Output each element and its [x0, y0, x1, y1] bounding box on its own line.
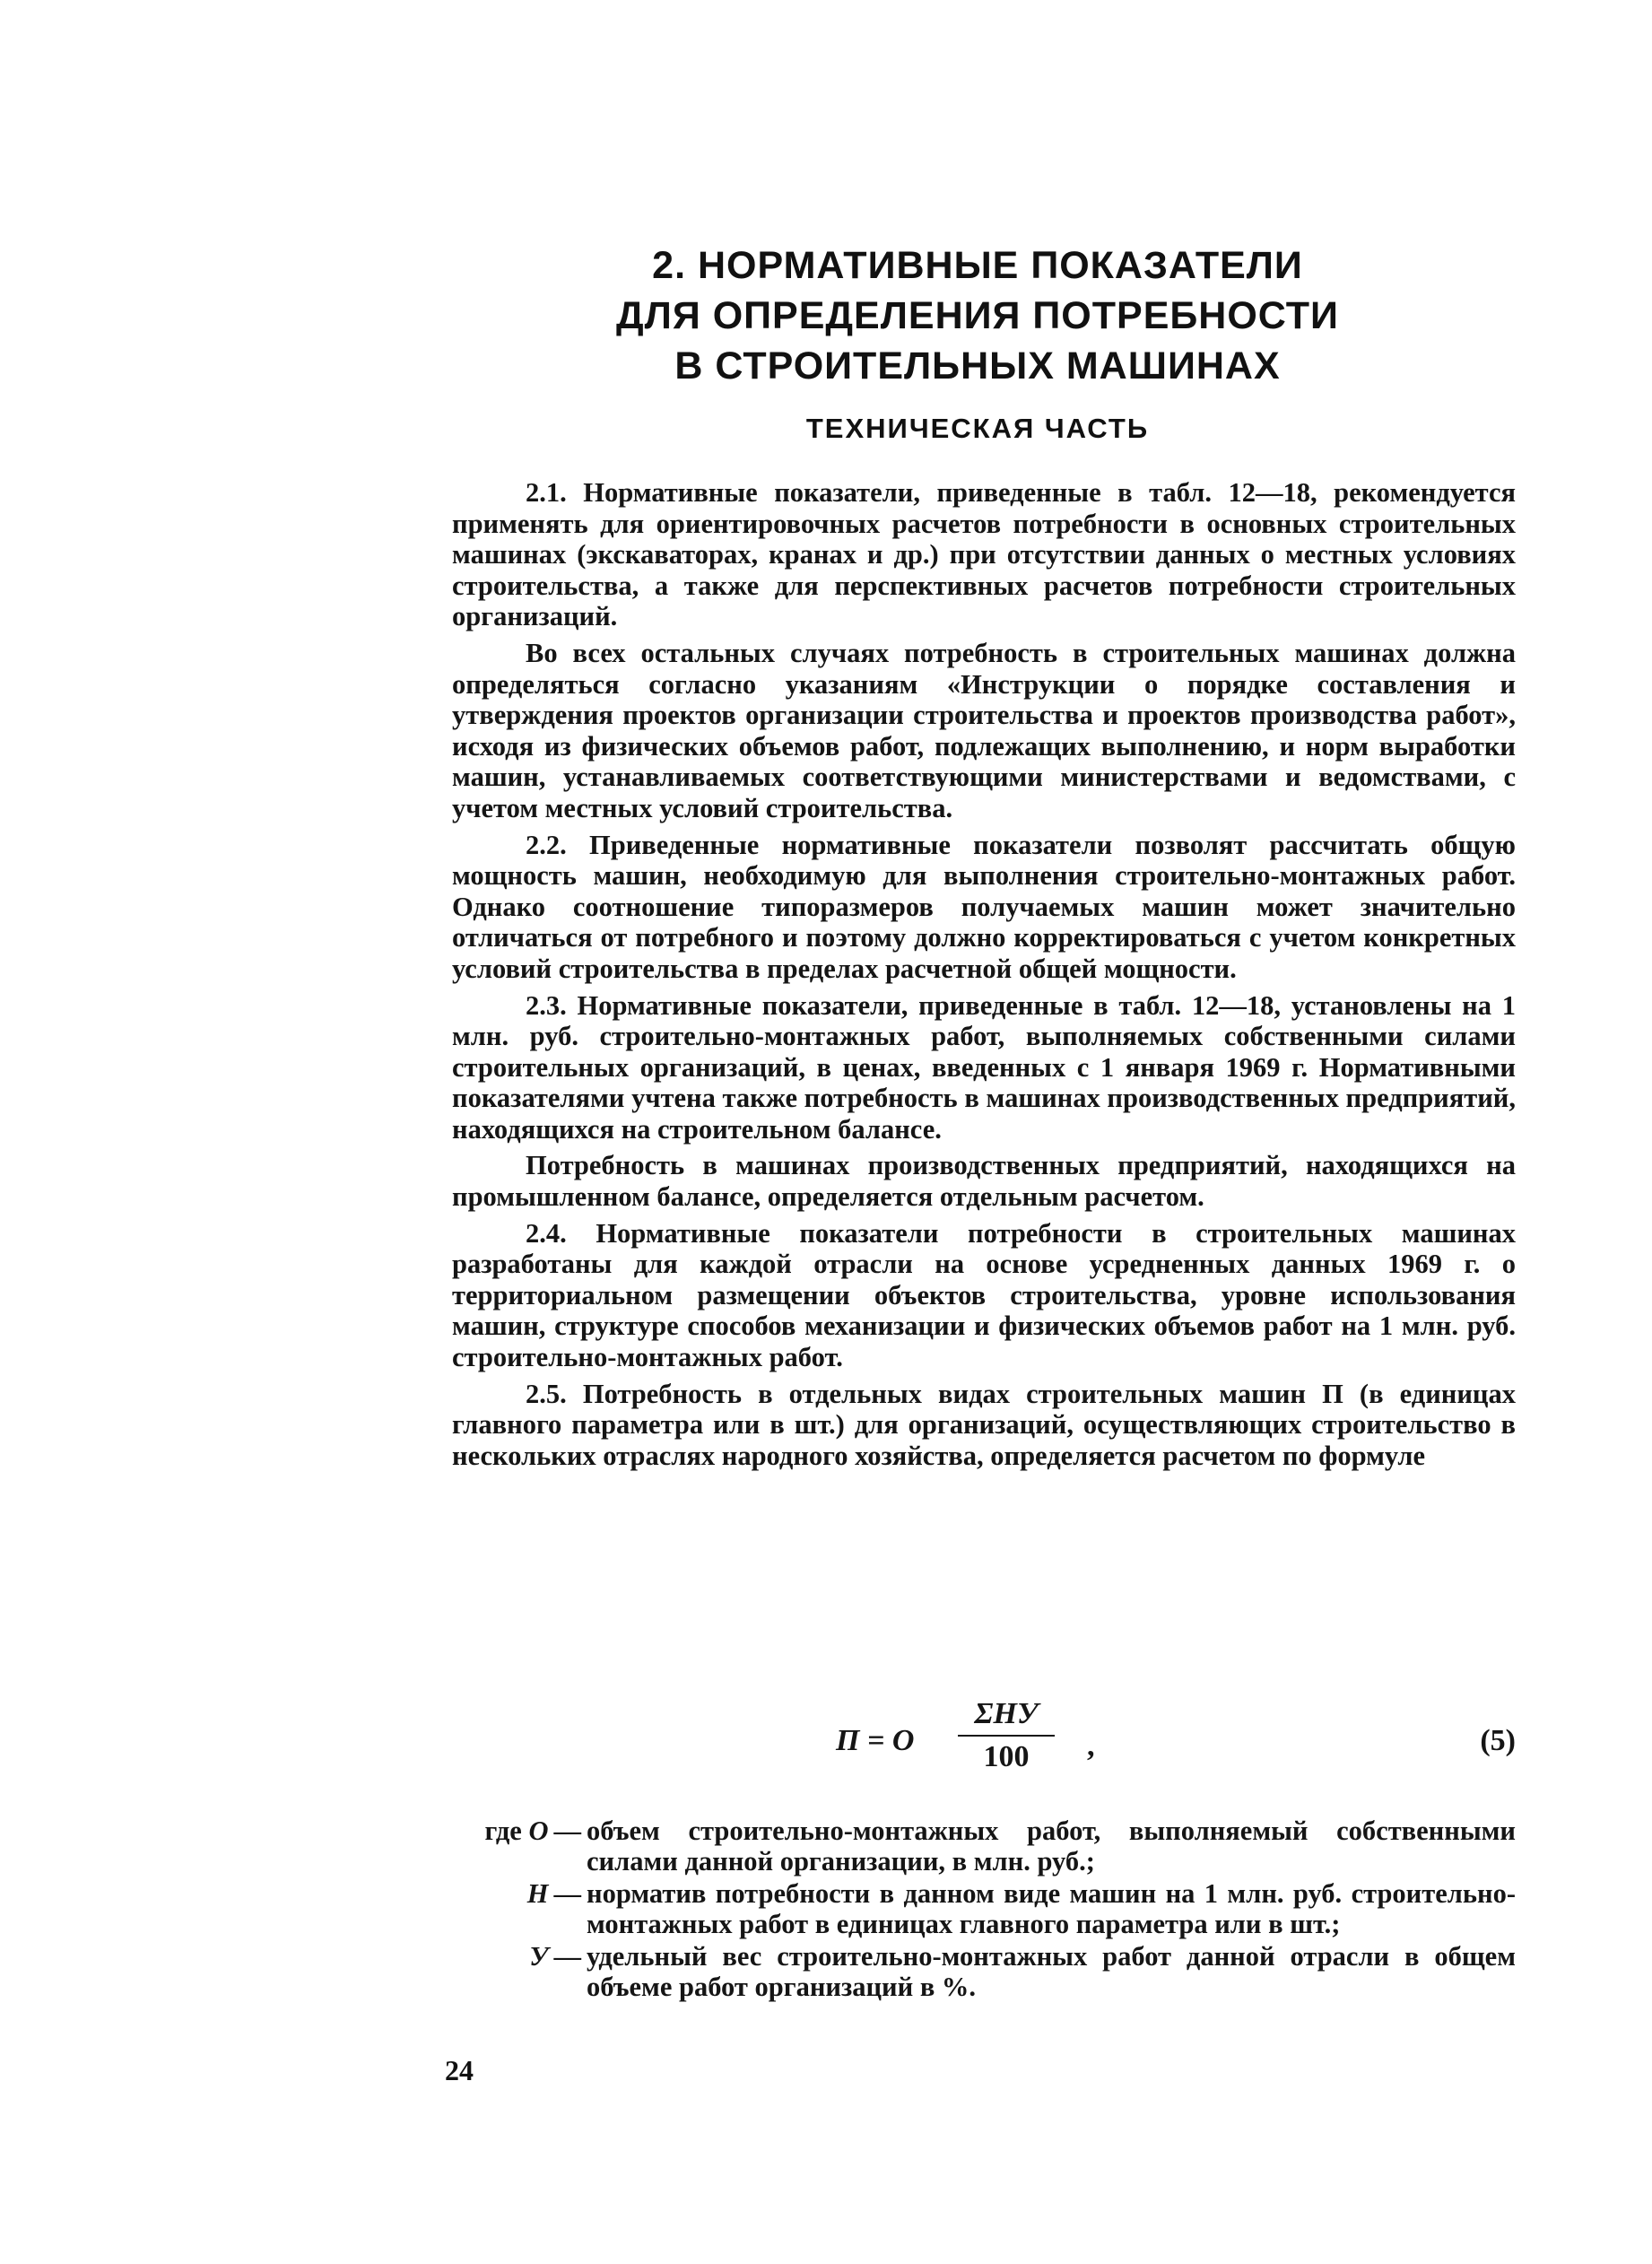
definition-symbol: Н — [526, 1878, 549, 1909]
formula-lhs: П = О — [836, 1724, 915, 1757]
formula-numerator: ΣНУ — [958, 1697, 1055, 1737]
paragraph-2-5: 2.5. Потребность в отдельных видах строительных машин П (в единицах главного параметра или в шт.) для организаций, осуществляющих строительство в нескольких отраслях народного хозяйства, определяется расчетом по формуле — [452, 1378, 1516, 1471]
paragraph-2-1: 2.1. Нормативные показатели, приведенные в табл. 12—18, рекомендуется применять для ориентировочных расчетов потребности в основных строительных машинах (экскаваторах, кранах и др.) при отсутствии данных о местных условиях строительства, а также для перспективных расчетов потребности строительных организаций. — [452, 477, 1516, 632]
formula-definitions — [452, 1816, 1516, 2004]
section-title-line: В СТРОИТЕЛЬНЫХ МАШИНАХ — [674, 344, 1281, 387]
formula-5 — [807, 1697, 1516, 1796]
paragraph-2-1-continued: Во всех остальных случаях потребность в строительных машинах должна определяться согласно указаниям «Инструкции о порядке составления и утверждения проектов организации строительства и проектов производства работ», исходя из физических объемов работ, подлежащих выполнению, и норм выработки машин, устанавливаемых соответствующими министерствами и ведомствами, с учетом местных условий строительства. — [452, 637, 1516, 823]
where-label: где — [484, 1816, 522, 1846]
definition-text: объем строительно-монтажных работ, выполняемый собственными силами данной организации, в млн. руб.; — [587, 1816, 1516, 1877]
section-title-line: 2. НОРМАТИВНЫЕ ПОКАЗАТЕЛИ — [652, 244, 1303, 287]
definition-item: У — удельный вес строительно-монтажных работ данной отрасли в общем объеме работ организаций в %. — [529, 1941, 1516, 2002]
definition-text: удельный вес строительно-монтажных работ данной отрасли в общем объеме работ организаций в %. — [587, 1941, 1516, 2002]
definition-text: норматив потребности в данном виде машин на 1 млн. руб. строительно-монтажных работ в единицах главного параметра или в шт.; — [587, 1878, 1516, 1939]
paragraph-2-3: 2.3. Нормативные показатели, приведенные в табл. 12—18, установлены на 1 млн. руб. строительно-монтажных работ, выполняемых собственными силами строительных организаций, в ценах, введенных с 1 января 1969 г. Нормативными показателями учтена также потребность в машинах производственных предприятий, находящихся на строительном балансе. — [452, 989, 1516, 1145]
formula-number: (5) — [1480, 1724, 1516, 1757]
definition-symbol: О — [528, 1816, 549, 1846]
paragraph-2-3-continued: Потребность в машинах производственных предприятий, находящихся на промышленном балансе, определяется отдельным расчетом. — [452, 1150, 1516, 1213]
formula-fraction — [958, 1697, 1055, 1774]
definition-item: Н — норматив потребности в данном виде машин на 1 млн. руб. строительно-монтажных работ в единицах главного параметра или в шт.; — [526, 1878, 1516, 1939]
paragraph-2-4: 2.4. Нормативные показатели потребности в строительных машинах разработаны для каждой отрасли на основе усредненных данных 1969 г. о территориальном размещении объектов строительства, уровне использования машин, структуре способов механизации и физических объемов работ на 1 млн. руб. строительно-монтажных работ. — [452, 1217, 1516, 1373]
section-title — [502, 240, 1453, 391]
page-number: 24 — [445, 2054, 474, 2086]
section-subtitle: ТЕХНИЧЕСКАЯ ЧАСТЬ — [805, 413, 1150, 444]
section-title-line: ДЛЯ ОПРЕДЕЛЕНИЯ ПОТРЕБНОСТИ — [616, 294, 1339, 337]
body-text — [452, 477, 1516, 1471]
definition-symbol: У — [529, 1941, 549, 1972]
formula-denominator: 100 — [983, 1740, 1030, 1773]
paragraph-2-2: 2.2. Приведенные нормативные показатели позволят рассчитать общую мощность машин, необходимую для выполнения строительно-монтажных работ. Однако соотношение типоразмеров получаемых машин может значительно отличаться от потребного и поэтому должно корректироваться с учетом конкретных условий строительства в пределах расчетной общей мощности. — [452, 829, 1516, 984]
definition-item: где О — объем строительно-монтажных работ, выполняемый собственными силами данной организации, в млн. руб.; — [484, 1816, 1516, 1877]
formula-comma: , — [1087, 1729, 1095, 1763]
